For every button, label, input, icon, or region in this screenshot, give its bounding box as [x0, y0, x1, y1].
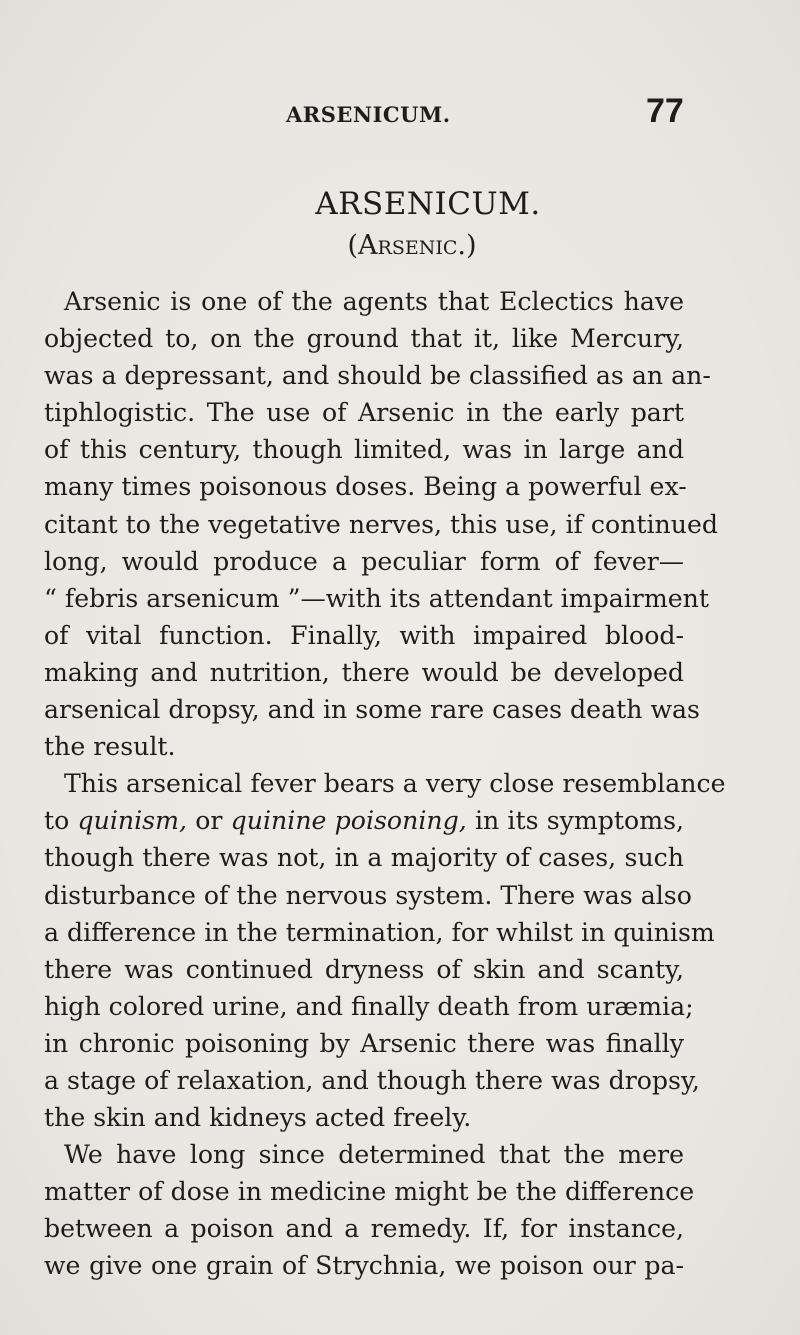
- text-line: of vital function. Finally, with impaired blood-: [44, 620, 684, 650]
- italic-term-quinine-poisoning: quinine poisoning,: [230, 806, 467, 836]
- text-line: between a poison and a remedy. If, for instance,: [44, 1214, 684, 1244]
- text-line: long, would produce a peculiar form of fever—: [44, 546, 684, 576]
- italic-term-quinism: quinism,: [77, 806, 187, 836]
- text-line: matter of dose in medicine might be the difference: [44, 1177, 695, 1207]
- text-line: a difference in the termination, for whilst in quinism: [44, 917, 715, 947]
- text-line-with-italics: [44, 802, 684, 839]
- text-line: objected to, on the ground that it, like Mercury,: [44, 324, 684, 354]
- text-fragment: or: [187, 806, 231, 836]
- text-line: arsenical dropsy, and in some rare cases death was: [44, 695, 700, 725]
- chapter-subtitle: (Arsenic.): [347, 230, 477, 261]
- chapter-title: ARSENICUM.: [315, 186, 541, 222]
- text-line: citant to the vegetative nerves, this use, if continued: [44, 509, 718, 539]
- text-line: we give one grain of Strychnia, we poison our pa-: [44, 1251, 684, 1281]
- text-fragment: in its symptoms,: [466, 806, 685, 836]
- text-line: Arsenic is one of the agents that Eclectics have: [64, 287, 684, 316]
- running-head-title: ARSENICUM.: [286, 102, 451, 127]
- text-fragment: to: [44, 806, 78, 836]
- text-line: though there was not, in a majority of cases, such: [44, 843, 684, 873]
- text-line: disturbance of the nervous system. There was also: [44, 880, 692, 910]
- text-line: tiphlogistic. The use of Arsenic in the early part: [44, 398, 684, 428]
- text-line: of this century, though limited, was in large and: [44, 435, 684, 465]
- running-head: [0, 92, 800, 132]
- page-number: 77: [646, 92, 684, 130]
- text-line: a stage of relaxation, and though there was dropsy,: [44, 1065, 700, 1095]
- text-line: high colored urine, and finally death from uræmia;: [44, 991, 694, 1021]
- text-line: was a depressant, and should be classified as an an-: [44, 361, 711, 391]
- text-line: the skin and kidneys acted freely.: [44, 1103, 472, 1133]
- text-line: “ febris arsenicum ”—with its attendant impairment: [44, 583, 709, 613]
- text-line: many times poisonous doses. Being a powerful ex-: [44, 472, 687, 502]
- text-line: the result.: [44, 732, 176, 762]
- body-text: [44, 283, 726, 1285]
- text-line: making and nutrition, there would be developed: [44, 657, 684, 687]
- text-line: there was continued dryness of skin and scanty,: [44, 954, 684, 984]
- text-line: This arsenical fever bears a very close resemblance: [64, 769, 726, 799]
- text-line: in chronic poisoning by Arsenic there was finally: [44, 1028, 684, 1058]
- text-line: We have long since determined that the mere: [64, 1140, 684, 1170]
